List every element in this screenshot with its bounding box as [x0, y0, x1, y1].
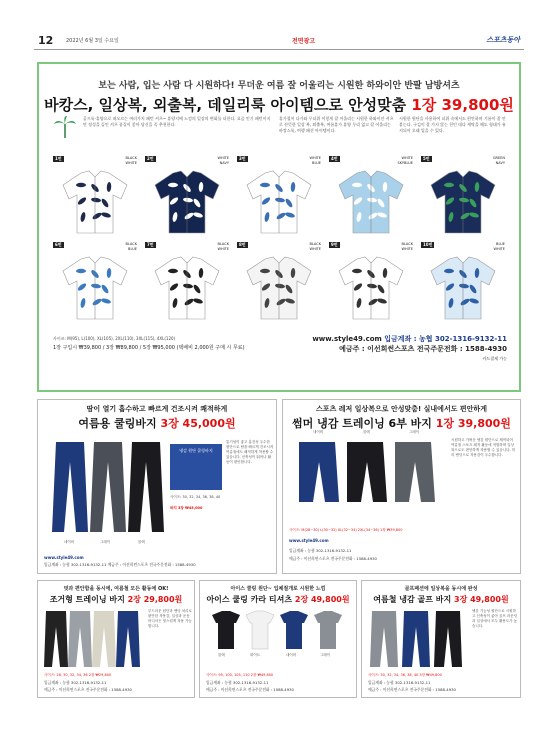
account: 입금계좌 : 농협 302-1316-9132-11 — [44, 562, 107, 567]
shirt-image — [59, 255, 131, 321]
item-colors: WHITE BLUE — [309, 156, 321, 165]
shirt-image — [335, 255, 407, 321]
price: 사이즈: 28, 30, 32, 34, 36 2장 ₩29,800 — [44, 673, 112, 677]
price-line: 1장 구입시 ₩39,800 / 3장 ₩89,800 / 5장 ₩95,000 (택배비 2,000원 구매 시 무료) — [53, 345, 245, 351]
issue-date: 2022년 6월 3일 수요일 — [66, 38, 119, 44]
color-label: 블랙 — [363, 430, 370, 434]
price: 사이즈: 30, 32, 34, 36, 38, 40 3장 ₩49,800 — [368, 673, 442, 677]
badge-text: 냉감 원단 쿨링바지 — [179, 448, 213, 453]
tshirt-illustration — [208, 609, 348, 669]
shirt-image — [243, 255, 315, 321]
color-label: 네이비 — [64, 540, 75, 544]
ad-sub: 골프패션에 일상복을 동시에 완성 — [404, 586, 478, 592]
contact: 예금주 : 이선희썬스포츠 전국주문전화 : 1588-4930 — [44, 687, 132, 692]
ad-sub: 스포츠 레저 일상복으로 안성맞춤! 실내에서도 편안하게 — [316, 405, 487, 413]
ad-title — [283, 415, 520, 431]
website[interactable]: www.style49.com — [289, 538, 329, 543]
account: 입금계좌 : 농협 302-1316-9132-11 — [44, 680, 107, 685]
size-list: 사이즈: 30, 32, 34, 36, 38, 40 — [170, 495, 221, 499]
account: 입금계좌 : 농협 302-1316-9132-11 — [368, 680, 431, 685]
blurb-left: 골프룩·휴양으로 떠오르는 여러가지 패턴 셔츠~ 휴양지에 느낌의 일상의 변화를 더한다. 요즘 인기 패턴이지만 정성을 들인 셔츠 품질이 좋아 당신을 꼭 추천한다. — [83, 116, 271, 127]
page-number: 12 — [38, 34, 54, 47]
description: 냉감 기능성 원단으로 시원하고 신축성이 좋아 골프 라운딩과 일상에서 모두 활용도가 높습니다. — [472, 609, 518, 628]
shirt-image — [59, 169, 131, 235]
color-label: 네이비 — [313, 430, 324, 434]
contact-text: 예금주 : 이선희썬스포츠 전국주문전화 : 1588-4930 — [107, 562, 196, 567]
shirt-item[interactable] — [51, 155, 139, 237]
item-number: 1번 — [55, 156, 62, 161]
ad-sub: 멋과 편안함을 동시에, 여름철 모든 활동에 OK! — [63, 586, 169, 592]
hawaiian-shirt-ad — [37, 62, 521, 392]
item-colors: BLACK WHITE — [125, 156, 137, 165]
shirt-image — [427, 255, 499, 321]
shirt-image — [151, 169, 223, 235]
shirt-item[interactable] — [143, 155, 231, 237]
color-label: 그레이 — [409, 430, 420, 434]
item-number: 5번 — [423, 156, 430, 161]
description: 시원하고 가벼운 냉감 원단으로 제작되어 여름철 스포츠 레저 활동에 적합하며 일상복으로도 편안하게 착용할 수 있습니다. 허리 밴딩으로 착용감이 우수합니다. — [451, 438, 516, 457]
website[interactable]: www.style49.com — [312, 335, 382, 343]
account: 입금계좌 : 농협 302-1316-9132-11 — [206, 680, 269, 685]
color-label: 블랙 — [218, 653, 225, 657]
ad-headline — [39, 94, 519, 115]
ad-title — [38, 594, 194, 605]
shorts-illustration — [293, 438, 443, 518]
item-colors: BLUE WHITE — [493, 242, 505, 251]
title-main: 여름용 쿨링바지 — [78, 417, 157, 430]
description: 부드러운 원단과 밴딩 처리로 편안한 착용감, 일상과 운동 어디서든 멋스럽게 착용 가능합니다. — [148, 609, 192, 628]
ad-tagline: 보는 사람, 입는 사람 다 시원하다! 무더운 여름 잘 어울리는 시원한 하와이안 반팔 남방셔츠 — [98, 81, 460, 91]
jogger-pants-ad — [37, 580, 195, 698]
order-info — [312, 334, 507, 364]
title-main: 썸머 냉감 트레이닝 6부 바지 — [292, 417, 432, 430]
title-price: 3장 45,000원 — [160, 417, 236, 430]
color-label: 블랙 — [138, 540, 145, 544]
title-main: 여름철 냉감 골프 바지 — [373, 595, 452, 604]
palm-tree-icon — [53, 116, 77, 138]
contact: 예금주 : 이선희썬스포츠 전국주문전화 : 1588-4930 — [339, 345, 507, 353]
item-number: 10번 — [423, 242, 433, 247]
item-number: 4번 — [331, 156, 338, 161]
contact — [44, 562, 196, 568]
shirt-image — [151, 255, 223, 321]
blurb-middle: 휴가철이 다가와 무더위 이렇게 잘 어울리는 시원한 하와이안 셔츠로 산뜻한 일상 복, 외출복, 여름휴가 휴양 무리 없고 잘 어울리는 바캉스룩, 여행 패션 아이템이다. — [279, 116, 394, 133]
shirt-image — [335, 169, 407, 235]
contact: 예금주 : 이선희썬스포츠 전국주문전화 : 1588-4930 — [206, 687, 294, 692]
color-label: 그레이 — [100, 540, 111, 544]
account: 입금계좌 : 농협 302-1316-9132-11 — [289, 548, 352, 553]
item-colors: BLACK BLUE — [125, 242, 137, 251]
shirt-item[interactable] — [419, 241, 507, 323]
training-shorts-ad — [282, 399, 521, 574]
price: 사이즈: M(28~30) L(30~32) XL(32~34) 2XL(34~36) 1장 ₩39,800 — [289, 528, 403, 532]
jogger-illustration — [44, 609, 144, 671]
ad-title — [362, 594, 520, 605]
item-number: 6번 — [55, 242, 62, 247]
paper-logo: 스포츠동아 — [486, 36, 520, 44]
item-number: 9번 — [331, 242, 338, 247]
item-number: 2번 — [147, 156, 154, 161]
item-colors: BLACK WHITE — [217, 242, 229, 251]
shirt-image — [427, 169, 499, 235]
headline-main: 바캉스, 일상복, 외출복, 데일리룩 아이템으로 안성맞춤 — [44, 96, 407, 114]
title-main: 조거형 트레이닝 바지 — [49, 595, 125, 604]
shirt-item[interactable] — [419, 155, 507, 237]
ad-sub: 땀이 열기 흡수하고 빠르게 건조시켜 쾌적하게 — [86, 405, 228, 413]
item-number: 7번 — [147, 242, 154, 247]
contact: 예금주 : 이선희썬스포츠 전국주문전화 : 1588-4930 — [289, 556, 377, 561]
shirt-item[interactable] — [327, 241, 415, 323]
shirt-image — [243, 169, 315, 235]
section-label: 전면광고 — [292, 38, 316, 45]
golf-pants-ad — [361, 580, 521, 698]
title-price: 1장 39,800원 — [435, 417, 511, 430]
color-label: 그레이 — [320, 653, 331, 657]
shirt-item[interactable] — [143, 241, 231, 323]
golf-pants-illustration — [368, 609, 468, 671]
blurb-right: 시원한 원단을 사용하여 더위 속에서도 편안하며 기름이 잘 안붙는다. 구김이 잘 가지 않는 천인 데다 세탁을 해도 형태가 유지되어 오래 입을 수 있다. — [399, 116, 506, 133]
size-list: 사이즈: M(95), L(100), XL(105), 2XL(110), 3XL(115), 4XL(120) — [53, 336, 176, 341]
contact: 예금주 : 이선희썬스포츠 전국주문전화 : 1588-4930 — [368, 687, 456, 692]
shirt-item[interactable] — [235, 155, 323, 237]
price: 바지 3장 ₩45,000 — [170, 506, 203, 510]
ad-sub: 아이스 쿨링 원단~ 입체절개로 시원한 느낌 — [230, 586, 326, 592]
color-label: 화이트 — [250, 653, 261, 657]
title-price: 3장 49,800원 — [454, 595, 509, 604]
cooling-pants-ad — [37, 399, 277, 574]
website[interactable]: www.style49.com — [44, 555, 84, 560]
page-header — [34, 30, 524, 50]
title-main: 아이스 쿨링 카라 티셔츠 — [206, 595, 293, 604]
item-colors: BLACK WHITE — [309, 242, 321, 251]
fabric-badge — [170, 444, 222, 490]
item-colors: BLACK WHITE — [401, 242, 413, 251]
title-price: 2장 49,800원 — [294, 595, 350, 604]
shirt-item[interactable] — [235, 241, 323, 323]
item-number: 8번 — [239, 242, 246, 247]
card-note: 카드결제 가능 — [482, 356, 507, 361]
title-price: 2장 29,800원 — [127, 595, 183, 604]
ad-title — [200, 594, 356, 605]
ad-title — [38, 415, 276, 431]
item-colors: GREEN NAVY — [492, 156, 505, 165]
color-label: 네이비 — [286, 653, 297, 657]
description: 통기성이 좋고 흡건성 우수한 원단으로 땀을 빠르게 건조시켜 여름철에도 쾌적하게 착용할 수 있습니다. 신축성이 뛰어나 활동이 편안합니다. — [226, 440, 274, 464]
item-colors: WHITE SKYBLUE — [397, 156, 413, 165]
shirt-item[interactable] — [51, 241, 139, 323]
pants-illustration — [48, 438, 168, 538]
account: 입금계좌 : 농협 302-1316-9132-11 — [384, 335, 507, 343]
headline-price: 1장 39,800원 — [411, 96, 514, 114]
item-number: 3번 — [239, 156, 246, 161]
collar-tshirt-ad — [199, 580, 357, 698]
item-colors: WHITE NAVY — [217, 156, 229, 165]
price: 사이즈: 95, 100, 105, 110 2장 ₩49,800 — [206, 673, 274, 677]
shirt-item[interactable] — [327, 155, 415, 237]
